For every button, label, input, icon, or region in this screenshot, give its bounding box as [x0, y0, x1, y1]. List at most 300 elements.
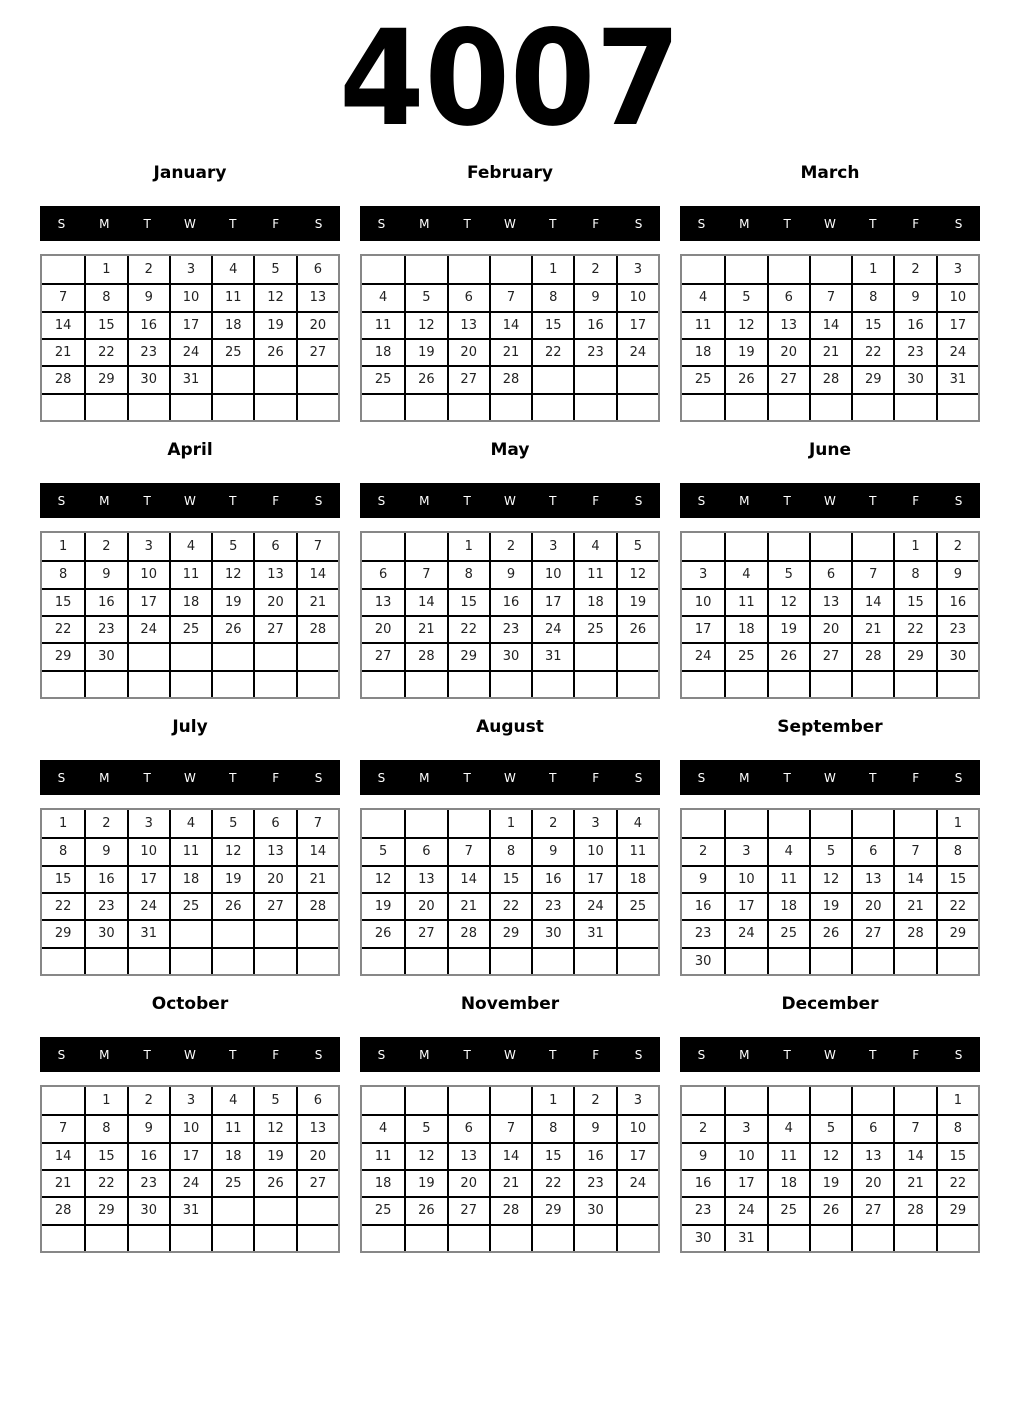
date-cell: 20 [253, 865, 295, 892]
weekday-header-cell: S [377, 1047, 386, 1062]
date-cell: 19 [253, 1142, 295, 1169]
date-cell: 21 [296, 588, 338, 615]
date-cell: 23 [573, 338, 615, 365]
date-cell: 12 [767, 588, 809, 615]
weekday-header-cell: W [504, 493, 516, 508]
date-cell: 4 [573, 533, 615, 560]
date-cell: 25 [573, 615, 615, 642]
date-cell: 24 [616, 338, 658, 365]
date-cell: 3 [531, 533, 573, 560]
date-cell: 18 [211, 311, 253, 338]
date-cell: 21 [447, 892, 489, 919]
date-grid [40, 808, 340, 976]
date-cell: 2 [84, 810, 126, 837]
date-cell: 2 [573, 256, 615, 283]
date-cell: 8 [531, 1114, 573, 1141]
empty-date-cell [893, 947, 935, 974]
date-cell: 6 [767, 283, 809, 310]
date-cell: 27 [447, 1196, 489, 1223]
empty-date-cell [169, 1224, 211, 1251]
weekday-header-cell: F [592, 770, 600, 785]
date-cell: 4 [724, 560, 766, 587]
date-grid [360, 531, 660, 699]
date-cell: 15 [936, 865, 978, 892]
date-cell: 2 [573, 1087, 615, 1114]
date-cell: 9 [936, 560, 978, 587]
date-cell: 9 [573, 283, 615, 310]
date-cell: 27 [296, 1169, 338, 1196]
weekday-header-cell: M [419, 770, 430, 785]
date-cell: 14 [893, 865, 935, 892]
date-cell: 24 [531, 615, 573, 642]
date-cell: 14 [42, 311, 84, 338]
date-cell: 10 [936, 283, 978, 310]
date-cell: 25 [169, 615, 211, 642]
date-cell: 9 [573, 1114, 615, 1141]
date-cell: 10 [169, 283, 211, 310]
empty-date-cell [616, 1224, 658, 1251]
date-cell: 27 [851, 919, 893, 946]
date-cell: 20 [296, 311, 338, 338]
date-cell: 23 [936, 615, 978, 642]
date-cell: 5 [362, 837, 404, 864]
weekday-header-cell: T [463, 770, 471, 785]
date-cell: 8 [84, 283, 126, 310]
empty-date-cell [724, 670, 766, 697]
date-cell: 26 [724, 365, 766, 392]
date-cell: 19 [616, 588, 658, 615]
weekday-header-cell: S [954, 493, 963, 508]
weekday-header-cell: W [504, 216, 516, 231]
date-cell: 1 [84, 256, 126, 283]
weekday-header-cell: T [549, 493, 557, 508]
month-april [40, 439, 340, 699]
date-cell: 7 [296, 533, 338, 560]
weekday-header-cell: T [783, 493, 791, 508]
date-cell: 5 [404, 283, 446, 310]
date-cell: 30 [84, 919, 126, 946]
empty-date-cell [253, 919, 295, 946]
month-title: January [153, 163, 227, 183]
empty-date-cell [531, 365, 573, 392]
date-cell: 18 [767, 892, 809, 919]
date-cell: 31 [169, 1196, 211, 1223]
empty-date-cell [211, 642, 253, 669]
date-cell: 6 [851, 837, 893, 864]
date-cell: 16 [573, 311, 615, 338]
date-cell: 21 [851, 615, 893, 642]
empty-date-cell [616, 1196, 658, 1223]
weekday-header-cell: T [869, 770, 877, 785]
date-cell: 11 [211, 283, 253, 310]
weekday-header-cell: F [912, 493, 920, 508]
month-title: March [800, 163, 860, 183]
date-cell: 11 [362, 1142, 404, 1169]
weekday-header-cell: S [57, 1047, 66, 1062]
date-cell: 26 [211, 892, 253, 919]
weekday-header-cell: T [869, 1047, 877, 1062]
date-cell: 13 [253, 560, 295, 587]
date-cell: 25 [362, 1196, 404, 1223]
empty-date-cell [724, 810, 766, 837]
date-cell: 3 [169, 1087, 211, 1114]
date-cell: 18 [362, 338, 404, 365]
date-cell: 21 [42, 1169, 84, 1196]
date-cell: 12 [253, 1114, 295, 1141]
empty-date-cell [127, 1224, 169, 1251]
weekday-header-cell: T [783, 1047, 791, 1062]
weekday-header-cell: F [912, 1047, 920, 1062]
date-cell: 25 [767, 1196, 809, 1223]
empty-date-cell [127, 642, 169, 669]
empty-date-cell [489, 393, 531, 420]
date-cell: 25 [616, 892, 658, 919]
empty-date-cell [531, 393, 573, 420]
empty-date-cell [682, 533, 724, 560]
empty-date-cell [893, 810, 935, 837]
date-cell: 29 [489, 919, 531, 946]
empty-date-cell [127, 393, 169, 420]
empty-date-cell [447, 1087, 489, 1114]
month-january [40, 162, 340, 422]
empty-date-cell [42, 393, 84, 420]
date-cell: 27 [809, 642, 851, 669]
date-cell: 10 [531, 560, 573, 587]
date-cell: 27 [296, 338, 338, 365]
weekday-header-cell: S [634, 1047, 643, 1062]
empty-date-cell [42, 1224, 84, 1251]
month-title: August [476, 717, 544, 737]
empty-date-cell [851, 670, 893, 697]
empty-date-cell [767, 810, 809, 837]
date-cell: 7 [893, 1114, 935, 1141]
month-title: October [151, 994, 229, 1014]
date-cell: 6 [253, 533, 295, 560]
empty-date-cell [253, 642, 295, 669]
month-december [680, 993, 980, 1253]
date-cell: 21 [404, 615, 446, 642]
date-cell: 6 [296, 256, 338, 283]
empty-date-cell [936, 947, 978, 974]
date-cell: 5 [211, 810, 253, 837]
date-cell: 8 [42, 560, 84, 587]
date-cell: 4 [169, 533, 211, 560]
date-cell: 23 [127, 1169, 169, 1196]
weekday-header-cell: M [99, 1047, 110, 1062]
month-title: December [781, 994, 879, 1014]
empty-date-cell [531, 947, 573, 974]
date-cell: 11 [362, 311, 404, 338]
weekday-header-cell: S [697, 216, 706, 231]
month-title: July [172, 717, 208, 737]
empty-date-cell [447, 670, 489, 697]
date-cell: 14 [296, 560, 338, 587]
date-cell: 13 [851, 1142, 893, 1169]
empty-date-cell [296, 947, 338, 974]
date-cell: 16 [489, 588, 531, 615]
date-cell: 8 [936, 837, 978, 864]
date-cell: 27 [447, 365, 489, 392]
empty-date-cell [573, 947, 615, 974]
date-cell: 18 [724, 615, 766, 642]
weekday-header-cell: S [57, 216, 66, 231]
empty-date-cell [296, 1196, 338, 1223]
date-cell: 29 [447, 642, 489, 669]
date-cell: 13 [362, 588, 404, 615]
date-cell: 6 [447, 283, 489, 310]
date-cell: 26 [809, 1196, 851, 1223]
date-cell: 17 [936, 311, 978, 338]
weekday-header-row [40, 1037, 340, 1072]
date-cell: 28 [893, 1196, 935, 1223]
date-cell: 8 [531, 283, 573, 310]
date-cell: 2 [682, 837, 724, 864]
weekday-header-cell: S [57, 770, 66, 785]
date-cell: 17 [724, 1169, 766, 1196]
empty-date-cell [682, 393, 724, 420]
date-cell: 20 [447, 338, 489, 365]
calendar-months-grid [0, 162, 1020, 1253]
date-cell: 29 [936, 919, 978, 946]
date-cell: 11 [211, 1114, 253, 1141]
empty-date-cell [362, 1224, 404, 1251]
date-cell: 4 [616, 810, 658, 837]
date-cell: 30 [489, 642, 531, 669]
weekday-header-row [40, 206, 340, 241]
date-grid [40, 254, 340, 422]
date-cell: 23 [531, 892, 573, 919]
date-cell: 28 [404, 642, 446, 669]
date-cell: 1 [42, 533, 84, 560]
date-cell: 13 [851, 865, 893, 892]
date-cell: 14 [404, 588, 446, 615]
empty-date-cell [404, 810, 446, 837]
empty-date-cell [211, 365, 253, 392]
date-cell: 14 [489, 311, 531, 338]
empty-date-cell [253, 393, 295, 420]
empty-date-cell [296, 393, 338, 420]
month-september [680, 716, 980, 976]
empty-date-cell [724, 256, 766, 283]
date-cell: 24 [936, 338, 978, 365]
date-cell: 11 [169, 837, 211, 864]
date-cell: 18 [616, 865, 658, 892]
weekday-header-cell: M [419, 493, 430, 508]
date-cell: 21 [489, 338, 531, 365]
date-cell: 31 [169, 365, 211, 392]
date-cell: 15 [84, 1142, 126, 1169]
empty-date-cell [362, 947, 404, 974]
empty-date-cell [169, 393, 211, 420]
date-cell: 2 [893, 256, 935, 283]
date-cell: 7 [809, 283, 851, 310]
weekday-header-cell: W [184, 1047, 196, 1062]
date-cell: 15 [84, 311, 126, 338]
weekday-header-cell: T [143, 770, 151, 785]
empty-date-cell [724, 1087, 766, 1114]
date-cell: 30 [893, 365, 935, 392]
date-cell: 24 [724, 1196, 766, 1223]
date-cell: 7 [851, 560, 893, 587]
weekday-header-row [680, 206, 980, 241]
empty-date-cell [851, 393, 893, 420]
date-cell: 10 [682, 588, 724, 615]
date-grid [680, 531, 980, 699]
empty-date-cell [573, 670, 615, 697]
date-cell: 18 [682, 338, 724, 365]
date-cell: 14 [42, 1142, 84, 1169]
date-cell: 21 [489, 1169, 531, 1196]
date-cell: 5 [724, 283, 766, 310]
month-august [360, 716, 660, 976]
date-cell: 12 [724, 311, 766, 338]
date-cell: 7 [296, 810, 338, 837]
date-cell: 9 [682, 1142, 724, 1169]
weekday-header-row [40, 760, 340, 795]
weekday-header-cell: S [314, 770, 323, 785]
date-cell: 7 [893, 837, 935, 864]
empty-date-cell [893, 393, 935, 420]
date-cell: 26 [809, 919, 851, 946]
date-cell: 12 [211, 837, 253, 864]
empty-date-cell [767, 670, 809, 697]
date-cell: 31 [127, 919, 169, 946]
date-cell: 19 [767, 615, 809, 642]
date-cell: 26 [253, 1169, 295, 1196]
date-cell: 13 [809, 588, 851, 615]
empty-date-cell [809, 1087, 851, 1114]
weekday-header-cell: T [229, 216, 237, 231]
weekday-header-cell: M [99, 216, 110, 231]
weekday-header-cell: W [184, 216, 196, 231]
date-cell: 29 [84, 365, 126, 392]
empty-date-cell [447, 947, 489, 974]
month-june [680, 439, 980, 699]
date-cell: 26 [253, 338, 295, 365]
empty-date-cell [682, 670, 724, 697]
weekday-header-cell: T [869, 493, 877, 508]
date-cell: 22 [42, 615, 84, 642]
date-cell: 23 [682, 1196, 724, 1223]
date-cell: 28 [489, 1196, 531, 1223]
empty-date-cell [362, 670, 404, 697]
weekday-header-cell: M [739, 216, 750, 231]
date-cell: 28 [296, 615, 338, 642]
weekday-header-cell: T [229, 493, 237, 508]
weekday-header-cell: W [184, 493, 196, 508]
empty-date-cell [296, 1224, 338, 1251]
date-cell: 16 [84, 588, 126, 615]
weekday-header-cell: F [912, 770, 920, 785]
date-cell: 19 [724, 338, 766, 365]
date-cell: 29 [936, 1196, 978, 1223]
weekday-header-cell: T [143, 1047, 151, 1062]
weekday-header-cell: S [954, 1047, 963, 1062]
date-cell: 26 [362, 919, 404, 946]
empty-date-cell [616, 670, 658, 697]
date-cell: 6 [404, 837, 446, 864]
date-cell: 7 [42, 283, 84, 310]
date-grid [680, 808, 980, 976]
empty-date-cell [767, 1087, 809, 1114]
date-cell: 27 [253, 615, 295, 642]
date-cell: 2 [936, 533, 978, 560]
weekday-header-cell: F [912, 216, 920, 231]
date-grid [40, 1085, 340, 1253]
date-cell: 28 [809, 365, 851, 392]
date-cell: 29 [84, 1196, 126, 1223]
date-cell: 21 [296, 865, 338, 892]
date-cell: 26 [767, 642, 809, 669]
empty-date-cell [682, 810, 724, 837]
date-cell: 23 [84, 615, 126, 642]
date-cell: 9 [531, 837, 573, 864]
date-cell: 1 [447, 533, 489, 560]
date-cell: 16 [127, 1142, 169, 1169]
date-cell: 28 [893, 919, 935, 946]
date-cell: 22 [531, 1169, 573, 1196]
month-may [360, 439, 660, 699]
empty-date-cell [809, 947, 851, 974]
empty-date-cell [404, 670, 446, 697]
date-cell: 29 [893, 642, 935, 669]
date-cell: 7 [489, 283, 531, 310]
date-cell: 17 [169, 311, 211, 338]
date-cell: 13 [447, 311, 489, 338]
date-cell: 8 [936, 1114, 978, 1141]
date-cell: 14 [893, 1142, 935, 1169]
date-cell: 31 [573, 919, 615, 946]
date-cell: 17 [682, 615, 724, 642]
date-cell: 9 [893, 283, 935, 310]
date-cell: 23 [127, 338, 169, 365]
weekday-header-cell: F [592, 216, 600, 231]
date-cell: 30 [127, 365, 169, 392]
date-cell: 17 [573, 865, 615, 892]
date-cell: 17 [531, 588, 573, 615]
date-cell: 13 [253, 837, 295, 864]
date-cell: 22 [893, 615, 935, 642]
empty-date-cell [296, 365, 338, 392]
empty-date-cell [489, 256, 531, 283]
empty-date-cell [211, 1196, 253, 1223]
date-cell: 1 [531, 1087, 573, 1114]
empty-date-cell [809, 1224, 851, 1251]
date-cell: 15 [936, 1142, 978, 1169]
weekday-header-cell: S [634, 770, 643, 785]
date-cell: 2 [489, 533, 531, 560]
date-cell: 19 [809, 1169, 851, 1196]
date-cell: 16 [531, 865, 573, 892]
empty-date-cell [253, 947, 295, 974]
empty-date-cell [767, 256, 809, 283]
weekday-header-cell: T [783, 770, 791, 785]
date-cell: 30 [682, 947, 724, 974]
date-cell: 26 [211, 615, 253, 642]
date-cell: 24 [682, 642, 724, 669]
date-grid [360, 1085, 660, 1253]
date-cell: 11 [724, 588, 766, 615]
date-cell: 25 [362, 365, 404, 392]
date-cell: 21 [893, 892, 935, 919]
empty-date-cell [362, 393, 404, 420]
date-cell: 3 [682, 560, 724, 587]
date-cell: 22 [447, 615, 489, 642]
date-cell: 23 [682, 919, 724, 946]
weekday-header-row [360, 760, 660, 795]
empty-date-cell [573, 365, 615, 392]
weekday-header-row [360, 1037, 660, 1072]
